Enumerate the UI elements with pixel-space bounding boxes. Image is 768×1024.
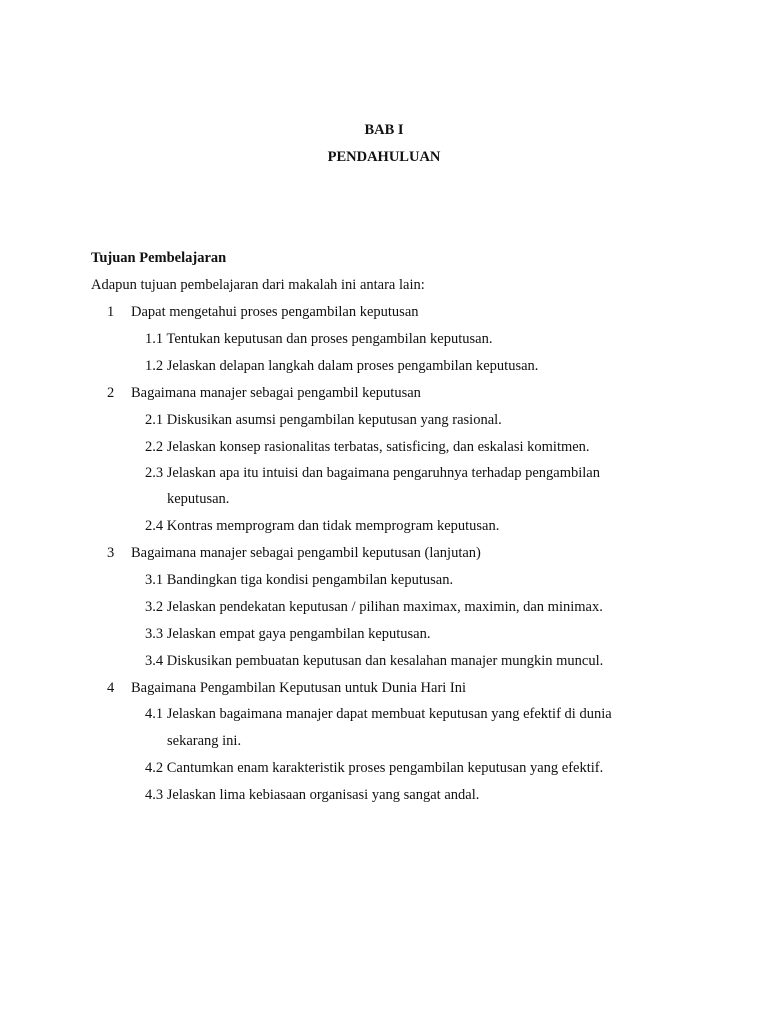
sub-item: 4.1 Jelaskan bagaimana manajer dapat membuat keputusan yang efektif di dunia bbox=[145, 706, 612, 722]
sub-item: 4.3 Jelaskan lima kebiasaan organisasi yang sangat andal. bbox=[145, 787, 480, 803]
sub-item-continuation: sekarang ini. bbox=[167, 733, 242, 749]
sub-item: 3.1 Bandingkan tiga kondisi pengambilan keputusan. bbox=[145, 572, 454, 588]
section-title: Tujuan Pembelajaran bbox=[91, 250, 227, 266]
sub-item-continuation: keputusan. bbox=[167, 491, 230, 507]
list-item-number: 4 bbox=[107, 680, 115, 696]
list-item-text: Bagaimana Pengambilan Keputusan untuk Dunia Hari Ini bbox=[131, 680, 467, 696]
sub-item: 2.2 Jelaskan konsep rasionalitas terbatas, satisficing, dan eskalasi komitmen. bbox=[145, 439, 590, 455]
chapter-title: PENDAHULUAN bbox=[327, 149, 441, 165]
sub-item: 3.3 Jelaskan empat gaya pengambilan keputusan. bbox=[145, 626, 431, 642]
list-item-text: Bagaimana manajer sebagai pengambil keputusan bbox=[131, 385, 421, 401]
sub-item: 3.2 Jelaskan pendekatan keputusan / pilihan maximax, maximin, dan minimax. bbox=[145, 599, 603, 615]
intro-text: Adapun tujuan pembelajaran dari makalah ini antara lain: bbox=[91, 277, 425, 293]
list-item-number: 1 bbox=[107, 304, 115, 320]
list-item-text: Dapat mengetahui proses pengambilan keputusan bbox=[131, 304, 419, 320]
sub-item: 1.2 Jelaskan delapan langkah dalam proses pengambilan keputusan. bbox=[145, 358, 539, 374]
sub-item: 2.4 Kontras memprogram dan tidak memprogram keputusan. bbox=[145, 518, 500, 534]
list-item-number: 3 bbox=[107, 545, 115, 561]
chapter-label: BAB I bbox=[364, 122, 404, 138]
sub-item: 4.2 Cantumkan enam karakteristik proses pengambilan keputusan yang efektif. bbox=[145, 760, 604, 776]
sub-item: 2.3 Jelaskan apa itu intuisi dan bagaimana pengaruhnya terhadap pengambilan bbox=[145, 465, 600, 481]
sub-item: 3.4 Diskusikan pembuatan keputusan dan kesalahan manajer mungkin muncul. bbox=[145, 653, 604, 669]
sub-item: 1.1 Tentukan keputusan dan proses pengambilan keputusan. bbox=[145, 331, 493, 347]
list-item-text: Bagaimana manajer sebagai pengambil keputusan (lanjutan) bbox=[131, 545, 481, 561]
sub-item: 2.1 Diskusikan asumsi pengambilan keputusan yang rasional. bbox=[145, 412, 502, 428]
list-item-number: 2 bbox=[107, 385, 115, 401]
